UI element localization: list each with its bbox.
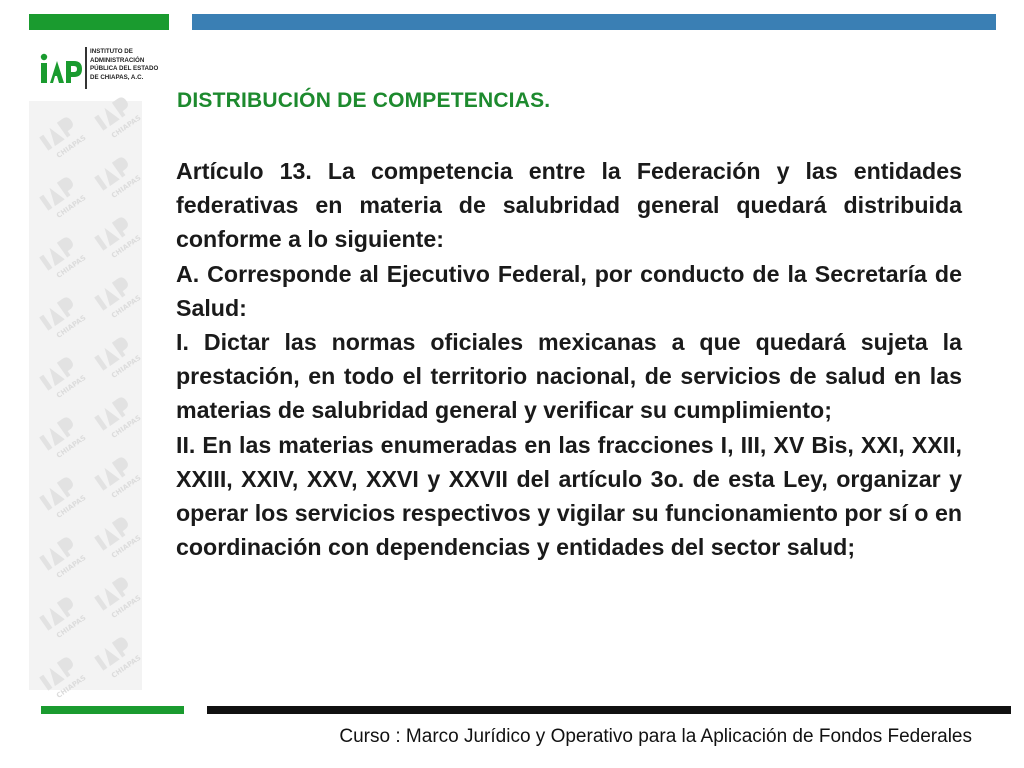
bottom-green-accent-bar xyxy=(41,706,184,714)
paragraph-fraction-i: I. Dictar las normas oficiales mexicanas a que quedará sujeta la prestación, en todo el territorio nacional, de servicios de salud en las materias de salubridad general y verificar su cumplimiento; xyxy=(176,329,962,424)
logo-divider xyxy=(85,47,87,89)
paragraph-fraction-ii: II. En las materias enumeradas en las fracciones I, III, XV Bis, XXI, XXII, XXIII, XXIV, XXV, XXVI y XXVII del artículo 3o. de esta Ley, organizar y operar los servicios respectivos y vigilar su funcionamiento por sí o en coordinación con dependencias y entidades del sector salud; xyxy=(176,431,962,561)
top-green-accent-bar xyxy=(29,14,169,30)
top-blue-accent-bar xyxy=(192,14,996,30)
institute-name: INSTITUTO DE ADMINISTRACIÓN PÚBLICA DEL ESTADO DE CHIAPAS, A.C. xyxy=(90,48,159,81)
iap-chiapas-logo xyxy=(40,45,180,93)
paragraph-section-a: A. Corresponde al Ejecutivo Federal, por conducto de la Secretaría de Salud: xyxy=(176,260,962,321)
watermark-pattern: CHIAPAS xyxy=(29,101,142,690)
watermark-strip xyxy=(25,101,142,690)
course-footer xyxy=(339,726,972,748)
iap-logo-icon xyxy=(40,51,84,85)
footer-label: Curso : xyxy=(339,726,401,747)
article-text xyxy=(176,154,962,564)
slide-title: DISTRIBUCIÓN DE COMPETENCIAS. xyxy=(177,89,551,112)
footer-course-name: Marco Jurídico y Operativo para la Aplicación de Fondos Federales xyxy=(405,726,972,747)
bottom-black-accent-bar xyxy=(207,706,1011,714)
paragraph-article-13: Artículo 13. La competencia entre la Federación y las entidades federativas en materia de salubridad general quedará distribuida conforme a lo siguiente: xyxy=(176,158,962,253)
